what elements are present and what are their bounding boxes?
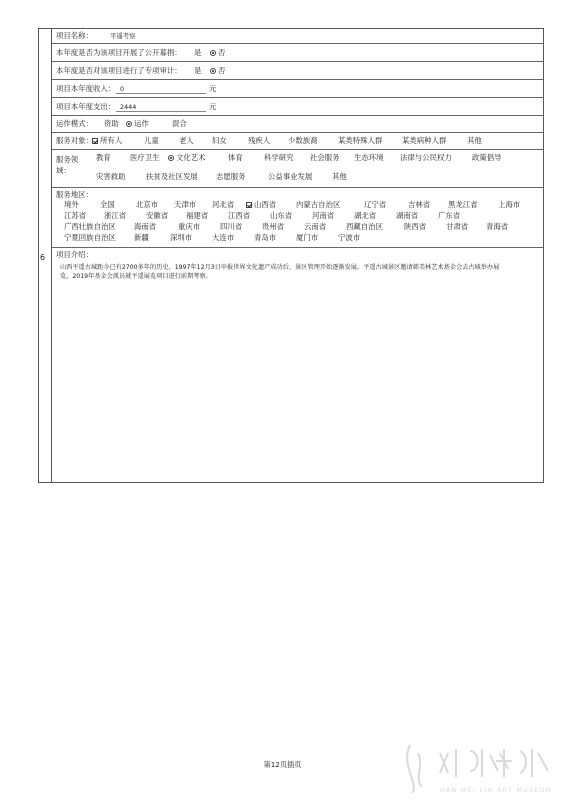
- target-option-label: 儿童: [144, 136, 159, 145]
- target-option-label: 残疾人: [248, 136, 271, 145]
- target-option-label: 妇女: [212, 136, 227, 145]
- field-option-label: 医疗卫生: [130, 153, 160, 162]
- radio-selected-icon: [168, 155, 174, 161]
- area-option-label: 浙江省: [104, 211, 127, 220]
- target-option-all[interactable]: [92, 136, 122, 146]
- area-option[interactable]: [212, 200, 234, 210]
- service-area-row: [52, 188, 544, 248]
- area-option-label: 辽宁省: [364, 200, 387, 209]
- area-option[interactable]: [338, 233, 360, 243]
- field-option-label: 灾害救助: [96, 172, 126, 181]
- service-field-label-1: 服务领: [56, 155, 79, 164]
- field-option[interactable]: [332, 172, 347, 182]
- area-option[interactable]: [64, 200, 79, 210]
- income-row: [52, 80, 544, 98]
- public-fundraising-label: 本年度是否为该项目开展了公开募捐：: [56, 48, 182, 57]
- target-option[interactable]: [248, 136, 270, 146]
- field-option-culture-art[interactable]: [168, 153, 206, 163]
- service-field-row: [52, 150, 544, 188]
- target-option-label: 某类病种人群: [402, 136, 447, 145]
- checkbox-checked-icon: [246, 202, 252, 208]
- row-number-column: [38, 28, 52, 483]
- area-option-label: 境外: [64, 200, 79, 209]
- project-intro-text: [60, 263, 538, 281]
- target-option[interactable]: [288, 136, 318, 146]
- area-option[interactable]: [364, 200, 386, 210]
- field-option[interactable]: [146, 172, 198, 182]
- field-option[interactable]: [216, 172, 246, 182]
- special-audit-no[interactable]: [210, 66, 225, 76]
- mode-option-label: 运作: [134, 119, 149, 128]
- area-option[interactable]: [134, 222, 156, 232]
- row-number: 6: [40, 253, 46, 262]
- income-unit: 元: [209, 84, 217, 93]
- field-option[interactable]: [264, 153, 294, 163]
- field-option[interactable]: [310, 153, 340, 163]
- area-option[interactable]: [486, 222, 508, 232]
- area-option-label: 吉林省: [408, 200, 431, 209]
- yes-label: 是: [194, 48, 202, 57]
- project-name-row: [52, 28, 544, 44]
- field-option-label: 公益事业发展: [268, 172, 313, 181]
- area-option-label: 江西省: [228, 211, 251, 220]
- mode-option-mixed[interactable]: [172, 119, 187, 129]
- field-option[interactable]: [268, 172, 312, 182]
- area-option[interactable]: [354, 211, 376, 221]
- income-value: 0: [120, 85, 125, 93]
- area-option[interactable]: [498, 200, 520, 210]
- area-option[interactable]: [448, 200, 478, 210]
- area-option-label: 福建省: [186, 211, 209, 220]
- area-option-label: 北京市: [136, 200, 159, 209]
- area-option[interactable]: [254, 233, 276, 243]
- operation-mode-row: [52, 116, 544, 133]
- expense-value: 2444: [120, 103, 137, 111]
- field-option-label: 生态环境: [354, 153, 384, 162]
- intro-line: 览，2019年基金会派员就平遥展览项目进行前期考察。: [60, 273, 212, 280]
- service-field-label-2: 域：: [56, 166, 71, 175]
- project-name-value: 平遥考察: [110, 32, 136, 40]
- target-option-label: 其他: [467, 136, 482, 145]
- operation-mode-label: 运作模式：: [56, 119, 93, 128]
- target-option-label: 少数族裔: [288, 136, 318, 145]
- target-option[interactable]: [212, 136, 227, 146]
- radio-selected-icon: [210, 50, 216, 56]
- field-option[interactable]: [228, 153, 243, 163]
- target-option-label: 老人: [179, 136, 194, 145]
- area-option[interactable]: [104, 211, 126, 221]
- field-option-label: 体育: [228, 153, 243, 162]
- field-option-label: 科学研究: [264, 153, 294, 162]
- service-area-label: 服务地区：: [56, 190, 93, 199]
- area-option-label: 云南省: [304, 222, 327, 231]
- area-option-label: 青海省: [486, 222, 509, 231]
- form-content: [52, 28, 544, 483]
- area-option[interactable]: [186, 211, 208, 221]
- target-option[interactable]: [179, 136, 194, 146]
- income-label: 项目本年度收入：: [56, 84, 116, 93]
- area-option-label: 江苏省: [64, 211, 87, 220]
- area-option-label: 贵州省: [262, 222, 285, 231]
- area-option[interactable]: [312, 211, 334, 221]
- area-option[interactable]: [220, 222, 242, 232]
- area-option[interactable]: [270, 211, 292, 221]
- expense-row: [52, 98, 544, 116]
- no-label: 否: [218, 66, 226, 75]
- area-option-label: 厦门市: [296, 233, 319, 242]
- field-option[interactable]: [96, 172, 126, 182]
- area-option-label: 河南省: [312, 211, 335, 220]
- area-option-label: 青岛市: [254, 233, 277, 242]
- income-underline: [116, 93, 206, 94]
- area-option[interactable]: [346, 222, 383, 232]
- target-option[interactable]: [402, 136, 446, 146]
- project-intro-label: 项目介绍：: [56, 250, 93, 259]
- mode-option-label: 资助: [104, 119, 119, 128]
- expense-underline: [116, 111, 206, 112]
- target-option-label: 所有人: [100, 136, 123, 145]
- target-option[interactable]: [467, 136, 482, 146]
- expense-unit: 元: [209, 102, 217, 111]
- field-option-label: 扶贫及社区发展: [146, 172, 198, 181]
- area-option-label: 山东省: [270, 211, 293, 220]
- field-option-label: 志愿服务: [216, 172, 246, 181]
- area-option[interactable]: [64, 233, 116, 243]
- area-option-label: 上海市: [498, 200, 521, 209]
- area-option-label: 四川省: [220, 222, 243, 231]
- area-option-label: 宁波市: [338, 233, 361, 242]
- area-option[interactable]: [178, 222, 200, 232]
- area-option-label: 广西壮族自治区: [64, 222, 116, 231]
- target-option-label: 某类特殊人群: [338, 136, 383, 145]
- page-number: 第12页插页: [263, 760, 302, 769]
- area-option[interactable]: [174, 200, 196, 210]
- field-option[interactable]: [400, 153, 452, 163]
- area-option[interactable]: [438, 211, 460, 221]
- area-option-label: 全国: [100, 200, 115, 209]
- area-option-label: 天津市: [174, 200, 197, 209]
- area-option[interactable]: [146, 211, 168, 221]
- area-option-label: 海南省: [134, 222, 157, 231]
- area-option[interactable]: [408, 200, 430, 210]
- special-audit-row: [52, 62, 544, 80]
- area-option-label: 陕西省: [404, 222, 427, 231]
- service-target-label: 服务对象：: [56, 136, 93, 145]
- area-option[interactable]: [262, 222, 284, 232]
- target-option[interactable]: [144, 136, 159, 146]
- area-option[interactable]: [296, 200, 340, 210]
- svg-text:HAN MEI LIN ART MUSEUM: HAN MEI LIN ART MUSEUM: [440, 787, 553, 794]
- area-option[interactable]: [64, 222, 116, 232]
- area-option[interactable]: [134, 233, 149, 243]
- area-option-label: 湖北省: [354, 211, 377, 220]
- area-option-label: 河北省: [212, 200, 235, 209]
- area-option-shanxi[interactable]: [246, 200, 276, 210]
- area-option-label: 新疆: [134, 233, 149, 242]
- area-option-label: 宁夏回族自治区: [64, 233, 116, 242]
- intro-line: 山西平遥古城距今已有2700多年的历史，1997年12月3日申报世界文化遗产成功后，景区管理开始逐渐发展。平遥古城景区邀请韩美林艺术基金会去古城举办展: [60, 264, 500, 271]
- radio-selected-icon: [126, 121, 132, 127]
- service-target-row: [52, 133, 544, 150]
- field-option[interactable]: [96, 153, 111, 163]
- area-option[interactable]: [136, 200, 158, 210]
- public-fundraising-row: [52, 44, 544, 62]
- special-audit-yes[interactable]: [194, 66, 201, 76]
- special-audit-label: 本年度是否对该项目进行了专项审计：: [56, 66, 182, 75]
- field-option-label: 法律与公民权力: [400, 153, 452, 162]
- area-option-label: 黑龙江省: [448, 200, 478, 209]
- area-option[interactable]: [296, 233, 318, 243]
- field-option-label: 文化艺术: [176, 153, 206, 162]
- expense-label: 项目本年度支出：: [56, 102, 116, 111]
- area-option[interactable]: [396, 211, 418, 221]
- field-option[interactable]: [472, 153, 502, 163]
- yes-label: 是: [194, 66, 202, 75]
- field-option-label: 教育: [96, 153, 111, 162]
- project-intro-row: [52, 248, 544, 483]
- area-option-label: 山西省: [254, 200, 277, 209]
- area-option[interactable]: [404, 222, 426, 232]
- checkbox-checked-icon: [92, 138, 98, 144]
- area-option[interactable]: [100, 200, 115, 210]
- field-option-label: 其他: [332, 172, 347, 181]
- museum-watermark-logo: [400, 735, 560, 795]
- field-option-label: 政策倡导: [472, 153, 502, 162]
- area-option[interactable]: [446, 222, 468, 232]
- area-option-label: 深圳市: [170, 233, 193, 242]
- mode-option-label: 混合: [172, 119, 187, 128]
- public-fundraising-no[interactable]: [210, 48, 225, 58]
- area-option[interactable]: [170, 233, 192, 243]
- area-option[interactable]: [304, 222, 326, 232]
- area-option-label: 湖南省: [396, 211, 419, 220]
- area-option[interactable]: [228, 211, 250, 221]
- field-option[interactable]: [130, 153, 160, 163]
- area-option-label: 甘肃省: [446, 222, 469, 231]
- area-option-label: 大连市: [212, 233, 235, 242]
- area-option[interactable]: [64, 211, 86, 221]
- target-option[interactable]: [338, 136, 382, 146]
- project-name-label: 项目名称：: [56, 31, 93, 40]
- area-option-label: 内蒙古自治区: [296, 200, 341, 209]
- area-option[interactable]: [212, 233, 234, 243]
- area-option-label: 重庆市: [178, 222, 201, 231]
- field-option-label: 社会服务: [310, 153, 340, 162]
- mode-option-operate[interactable]: [126, 119, 149, 129]
- area-option-label: 广东省: [438, 211, 461, 220]
- field-option[interactable]: [354, 153, 384, 163]
- area-option-label: 西藏自治区: [346, 222, 383, 231]
- no-label: 否: [218, 48, 226, 57]
- public-fundraising-yes[interactable]: [194, 48, 201, 58]
- area-option-label: 安徽省: [146, 211, 169, 220]
- radio-selected-icon: [210, 68, 216, 74]
- mode-option-fund[interactable]: [104, 119, 119, 129]
